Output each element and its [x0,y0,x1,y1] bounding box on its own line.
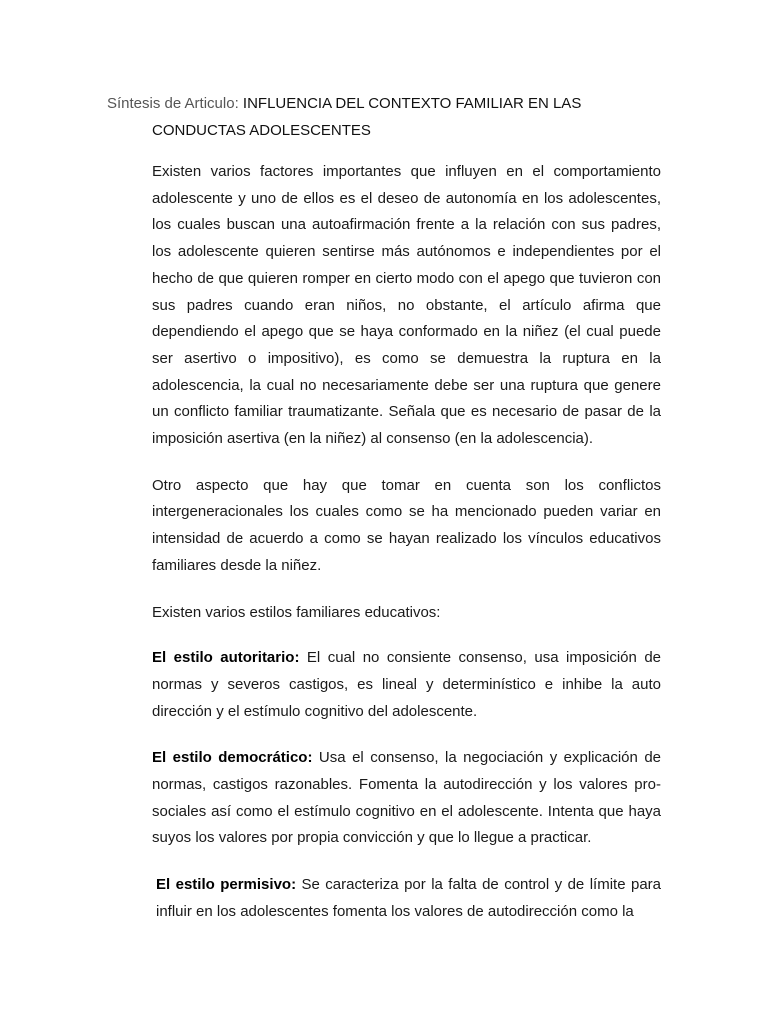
style-authoritarian-text: El cual no consiente consenso, usa imposición de normas y severos castigos, es lineal y determinístico e inhibe la auto dirección y el estímulo cognitivo del adolescente. [152,649,662,720]
style-permissive-text: Se caracteriza por la falta de control y de límite para influir en los adolescentes fomenta los valores de autodirección como la [156,876,661,920]
paragraph-autonomy: Existen varios factores importantes que influyen en el comportamiento adolescente y uno de ellos es el deseo de autonomía en los adolescentes, los cuales buscan una autoafirmación frente a la relación con sus padres, los adolescente quieren sentirse más autónomos e independientes por el hecho de que quieren romper en cierto modo con el apego que tuvieron con sus padres cuando eran niños, no obstante, el artículo afirma que dependiendo el apego que se haya conformado en la niñez (el cual puede ser asertivo o impositivo), es como se demuestra la ruptura en la adolescencia, la cual no necesariamente debe ser una ruptura que genere un conflicto familiar traumatizante. Señala que es necesario de pasar de la imposición asertiva (en la niñez) al consenso (en la adolescencia). [152,163,661,448]
style-democratic-label: El estilo democrático: [152,749,313,767]
paragraph-style-democratic [152,745,661,852]
paragraph-style-permissive [152,872,661,925]
style-authoritarian-label: El estilo autoritario: [152,649,300,667]
style-permissive-label: El estilo permisivo: [156,876,297,894]
paragraph-style-authoritarian [152,645,661,725]
document-body [152,159,661,946]
title-line-2: CONDUCTAS ADOLESCENTES [152,122,371,139]
paragraph-conflicts: Otro aspecto que hay que tomar en cuenta son los conflictos intergeneracionales los cuales como se ha mencionado pueden variar en intensidad de acuerdo a como se hayan realizado los vínculos educativos familiares desde la niñez. [152,476,661,574]
title-line-1: INFLUENCIA DEL CONTEXTO FAMILIAR EN LAS [242,95,582,112]
style-democratic-text: Usa el consenso, la negociación y explicación de normas, castigos razonables. Fomenta la autodirección y los valores pro-sociales así como el estímulo cognitivo en el adolescente. Intenta que haya suyos los valores por propia convicción y que lo llegue a practicar. [152,749,662,847]
heading-prefix: Síntesis de Articulo: [107,95,243,112]
document-heading [107,90,667,144]
paragraph-styles-intro: Existen varios estilos familiares educativos: [152,603,441,621]
